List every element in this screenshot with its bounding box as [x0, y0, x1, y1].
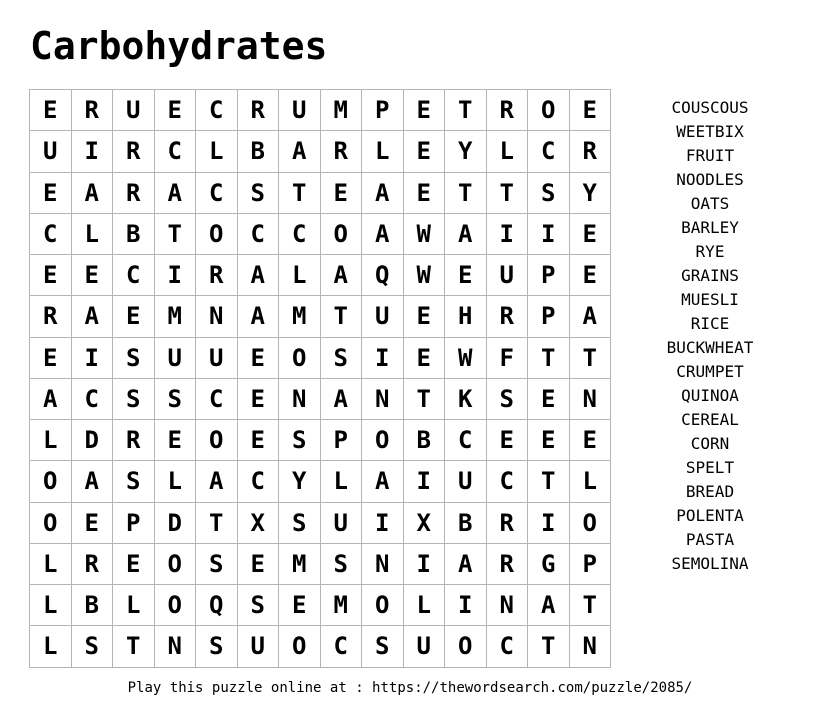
grid-cell[interactable]: O: [279, 338, 321, 379]
grid-cell[interactable]: C: [321, 626, 363, 667]
grid-cell[interactable]: U: [445, 461, 487, 502]
word-list-item: FRUIT: [685, 146, 735, 165]
grid-cell[interactable]: W: [445, 338, 487, 379]
grid-cell[interactable]: C: [487, 461, 529, 502]
grid-cell[interactable]: I: [404, 461, 446, 502]
grid-cell[interactable]: T: [445, 173, 487, 214]
word-list-item: SPELT: [685, 458, 735, 477]
grid-cell[interactable]: O: [279, 626, 321, 667]
grid-cell[interactable]: E: [113, 544, 155, 585]
grid-cell[interactable]: O: [528, 90, 570, 131]
grid-cell[interactable]: S: [196, 626, 238, 667]
word-list-item: QUINOA: [681, 386, 739, 405]
word-list-item: MUESLI: [681, 290, 739, 309]
grid-cell[interactable]: E: [30, 90, 72, 131]
grid-cell[interactable]: I: [72, 338, 114, 379]
grid-cell[interactable]: U: [113, 90, 155, 131]
grid-cell[interactable]: U: [487, 255, 529, 296]
grid-cell[interactable]: E: [404, 131, 446, 172]
grid-cell[interactable]: T: [570, 338, 612, 379]
grid-cell[interactable]: O: [321, 214, 363, 255]
grid-cell[interactable]: R: [113, 131, 155, 172]
grid-cell[interactable]: C: [487, 626, 529, 667]
grid-cell[interactable]: T: [445, 90, 487, 131]
grid-cell[interactable]: E: [487, 420, 529, 461]
grid-cell[interactable]: N: [155, 626, 197, 667]
grid-cell[interactable]: S: [321, 338, 363, 379]
grid-cell[interactable]: C: [155, 131, 197, 172]
grid-cell[interactable]: R: [570, 131, 612, 172]
grid-cell[interactable]: U: [196, 338, 238, 379]
grid-cell[interactable]: S: [321, 544, 363, 585]
grid-cell[interactable]: A: [362, 173, 404, 214]
grid-cell[interactable]: O: [570, 503, 612, 544]
grid-cell[interactable]: M: [279, 544, 321, 585]
grid-cell[interactable]: E: [155, 420, 197, 461]
grid-cell[interactable]: C: [196, 90, 238, 131]
grid-cell[interactable]: L: [155, 461, 197, 502]
footer-play-online: Play this puzzle online at : https://thewordsearch.com/puzzle/2085/: [127, 680, 693, 696]
grid-cell[interactable]: G: [528, 544, 570, 585]
grid-cell[interactable]: U: [362, 296, 404, 337]
grid-cell[interactable]: P: [528, 255, 570, 296]
grid-cell[interactable]: N: [362, 544, 404, 585]
grid-cell[interactable]: M: [321, 90, 363, 131]
grid-cell[interactable]: B: [113, 214, 155, 255]
grid-cell[interactable]: Q: [362, 255, 404, 296]
grid-cell[interactable]: P: [528, 296, 570, 337]
grid-cell[interactable]: A: [362, 214, 404, 255]
grid-cell[interactable]: S: [528, 173, 570, 214]
grid-cell[interactable]: T: [155, 214, 197, 255]
word-list-item: BARLEY: [681, 218, 739, 237]
grid-cell[interactable]: A: [238, 255, 280, 296]
grid-cell[interactable]: E: [30, 173, 72, 214]
grid-cell[interactable]: U: [238, 626, 280, 667]
grid-cell[interactable]: L: [570, 461, 612, 502]
grid-cell[interactable]: L: [113, 585, 155, 626]
grid-cell[interactable]: R: [196, 255, 238, 296]
grid-cell[interactable]: T: [528, 461, 570, 502]
grid-cell[interactable]: W: [404, 214, 446, 255]
grid-cell[interactable]: C: [279, 214, 321, 255]
word-list-item: RYE: [695, 242, 725, 261]
grid-cell[interactable]: O: [362, 585, 404, 626]
grid-cell[interactable]: I: [155, 255, 197, 296]
grid-cell[interactable]: T: [404, 379, 446, 420]
word-list-item: CEREAL: [681, 410, 739, 429]
grid-cell[interactable]: C: [196, 173, 238, 214]
grid-cell[interactable]: L: [30, 585, 72, 626]
grid-cell[interactable]: L: [362, 131, 404, 172]
grid-cell[interactable]: O: [155, 585, 197, 626]
grid-cell[interactable]: C: [445, 420, 487, 461]
grid-cell[interactable]: E: [238, 379, 280, 420]
grid-cell[interactable]: E: [404, 338, 446, 379]
grid-cell[interactable]: N: [570, 379, 612, 420]
grid-cell[interactable]: R: [113, 173, 155, 214]
word-list-item: WEETBIX: [676, 122, 744, 141]
grid-cell[interactable]: I: [528, 214, 570, 255]
grid-cell[interactable]: B: [72, 585, 114, 626]
grid-cell[interactable]: O: [196, 214, 238, 255]
grid-cell[interactable]: R: [238, 90, 280, 131]
grid-cell[interactable]: L: [30, 544, 72, 585]
grid-cell[interactable]: O: [30, 503, 72, 544]
word-list-item: OATS: [690, 194, 730, 213]
grid-cell[interactable]: M: [279, 296, 321, 337]
grid-cell[interactable]: A: [279, 131, 321, 172]
word-list-item: CORN: [690, 434, 730, 453]
grid-cell[interactable]: A: [362, 461, 404, 502]
grid-cell[interactable]: T: [570, 585, 612, 626]
grid-cell[interactable]: S: [196, 544, 238, 585]
grid-cell[interactable]: E: [404, 296, 446, 337]
grid-cell[interactable]: W: [404, 255, 446, 296]
grid-cell[interactable]: E: [30, 338, 72, 379]
word-list-item: SEMOLINA: [671, 554, 749, 573]
grid-cell[interactable]: L: [279, 255, 321, 296]
word-list-item: NOODLES: [676, 170, 744, 189]
grid-cell[interactable]: R: [30, 296, 72, 337]
grid-cell[interactable]: A: [238, 296, 280, 337]
grid-cell[interactable]: A: [72, 461, 114, 502]
grid-cell[interactable]: S: [487, 379, 529, 420]
grid-cell[interactable]: P: [570, 544, 612, 585]
grid-cell[interactable]: S: [362, 626, 404, 667]
grid-cell[interactable]: B: [238, 131, 280, 172]
grid-cell[interactable]: N: [362, 379, 404, 420]
grid-cell[interactable]: S: [279, 503, 321, 544]
grid-cell[interactable]: S: [113, 338, 155, 379]
grid-cell[interactable]: O: [155, 544, 197, 585]
grid-cell[interactable]: E: [72, 255, 114, 296]
word-list-item: COUSCOUS: [671, 98, 749, 117]
grid-cell[interactable]: A: [155, 173, 197, 214]
grid-cell[interactable]: N: [196, 296, 238, 337]
grid-cell[interactable]: P: [321, 420, 363, 461]
grid-cell[interactable]: A: [72, 296, 114, 337]
grid-cell[interactable]: I: [445, 585, 487, 626]
grid-cell[interactable]: C: [528, 131, 570, 172]
grid-cell[interactable]: H: [445, 296, 487, 337]
grid-cell[interactable]: R: [487, 503, 529, 544]
grid-cell[interactable]: A: [72, 173, 114, 214]
grid-cell[interactable]: U: [404, 626, 446, 667]
grid-cell[interactable]: T: [113, 626, 155, 667]
grid-cell[interactable]: U: [279, 90, 321, 131]
grid-cell[interactable]: E: [570, 255, 612, 296]
grid-cell[interactable]: R: [487, 544, 529, 585]
grid-cell[interactable]: Q: [196, 585, 238, 626]
grid-cell[interactable]: Y: [279, 461, 321, 502]
grid-cell[interactable]: S: [113, 379, 155, 420]
grid-cell[interactable]: T: [321, 296, 363, 337]
grid-cell[interactable]: I: [404, 544, 446, 585]
grid-cell[interactable]: U: [30, 131, 72, 172]
grid-cell[interactable]: B: [404, 420, 446, 461]
grid-cell[interactable]: E: [279, 585, 321, 626]
grid-cell[interactable]: E: [30, 255, 72, 296]
letter-grid[interactable]: [29, 89, 611, 668]
grid-cell[interactable]: N: [487, 585, 529, 626]
grid-cell[interactable]: C: [113, 255, 155, 296]
grid-cell[interactable]: P: [362, 90, 404, 131]
grid-cell[interactable]: E: [570, 90, 612, 131]
grid-cell[interactable]: R: [321, 131, 363, 172]
grid-cell[interactable]: E: [528, 379, 570, 420]
grid-cell[interactable]: S: [238, 585, 280, 626]
grid-cell[interactable]: I: [487, 214, 529, 255]
grid-cell[interactable]: S: [155, 379, 197, 420]
grid-cell[interactable]: E: [445, 255, 487, 296]
grid-cell[interactable]: T: [196, 503, 238, 544]
grid-cell[interactable]: C: [30, 214, 72, 255]
grid-cell[interactable]: C: [196, 379, 238, 420]
grid-cell[interactable]: E: [404, 173, 446, 214]
grid-cell[interactable]: R: [72, 90, 114, 131]
grid-cell[interactable]: N: [570, 626, 612, 667]
grid-cell[interactable]: S: [72, 626, 114, 667]
grid-cell[interactable]: S: [238, 173, 280, 214]
grid-cell[interactable]: E: [528, 420, 570, 461]
grid-cell[interactable]: A: [570, 296, 612, 337]
grid-cell[interactable]: E: [155, 90, 197, 131]
grid-cell[interactable]: O: [30, 461, 72, 502]
grid-cell[interactable]: L: [404, 585, 446, 626]
grid-cell[interactable]: R: [72, 544, 114, 585]
grid-cell[interactable]: A: [445, 544, 487, 585]
grid-cell[interactable]: X: [404, 503, 446, 544]
grid-cell[interactable]: R: [487, 296, 529, 337]
grid-cell[interactable]: C: [72, 379, 114, 420]
word-list-item: BREAD: [685, 482, 735, 501]
word-list: [640, 96, 780, 576]
grid-cell[interactable]: O: [445, 626, 487, 667]
grid-cell[interactable]: E: [113, 296, 155, 337]
grid-cell[interactable]: A: [321, 379, 363, 420]
grid-cell[interactable]: P: [113, 503, 155, 544]
word-list-item: POLENTA: [676, 506, 744, 525]
grid-cell[interactable]: B: [445, 503, 487, 544]
puzzle-title: Carbohydrates: [30, 24, 328, 68]
grid-cell[interactable]: A: [321, 255, 363, 296]
grid-cell[interactable]: A: [30, 379, 72, 420]
grid-cell[interactable]: L: [321, 461, 363, 502]
grid-cell[interactable]: E: [404, 90, 446, 131]
grid-cell[interactable]: E: [570, 420, 612, 461]
grid-cell[interactable]: F: [487, 338, 529, 379]
grid-cell[interactable]: U: [155, 338, 197, 379]
grid-cell[interactable]: S: [279, 420, 321, 461]
grid-cell[interactable]: K: [445, 379, 487, 420]
grid-cell[interactable]: S: [113, 461, 155, 502]
grid-cell[interactable]: T: [487, 173, 529, 214]
grid-cell[interactable]: I: [362, 503, 404, 544]
grid-cell[interactable]: T: [528, 626, 570, 667]
grid-cell[interactable]: E: [238, 544, 280, 585]
grid-cell[interactable]: E: [570, 214, 612, 255]
grid-cell[interactable]: E: [321, 173, 363, 214]
grid-cell[interactable]: I: [362, 338, 404, 379]
grid-cell[interactable]: L: [196, 131, 238, 172]
grid-cell[interactable]: D: [155, 503, 197, 544]
grid-cell[interactable]: N: [279, 379, 321, 420]
grid-cell[interactable]: E: [238, 338, 280, 379]
grid-cell[interactable]: I: [528, 503, 570, 544]
grid-cell[interactable]: A: [528, 585, 570, 626]
grid-cell[interactable]: Y: [570, 173, 612, 214]
grid-cell[interactable]: D: [72, 420, 114, 461]
grid-cell[interactable]: Y: [445, 131, 487, 172]
grid-cell[interactable]: A: [445, 214, 487, 255]
grid-cell[interactable]: L: [30, 626, 72, 667]
grid-cell[interactable]: C: [238, 461, 280, 502]
grid-cell[interactable]: M: [155, 296, 197, 337]
grid-cell[interactable]: L: [487, 131, 529, 172]
word-list-item: BUCKWHEAT: [666, 338, 754, 357]
grid-cell[interactable]: U: [321, 503, 363, 544]
grid-cell[interactable]: X: [238, 503, 280, 544]
grid-cell[interactable]: T: [279, 173, 321, 214]
grid-cell[interactable]: L: [72, 214, 114, 255]
word-list-item: PASTA: [685, 530, 735, 549]
grid-cell[interactable]: C: [238, 214, 280, 255]
grid-cell[interactable]: R: [487, 90, 529, 131]
word-list-item: GRAINS: [681, 266, 739, 285]
word-list-item: RICE: [690, 314, 730, 333]
grid-cell[interactable]: T: [528, 338, 570, 379]
grid-cell[interactable]: O: [196, 420, 238, 461]
grid-cell[interactable]: I: [72, 131, 114, 172]
grid-cell[interactable]: E: [238, 420, 280, 461]
word-list-item: CRUMPET: [676, 362, 744, 381]
grid-cell[interactable]: A: [196, 461, 238, 502]
grid-cell[interactable]: E: [72, 503, 114, 544]
grid-cell[interactable]: M: [321, 585, 363, 626]
grid-cell[interactable]: O: [362, 420, 404, 461]
grid-cell[interactable]: L: [30, 420, 72, 461]
grid-cell[interactable]: R: [113, 420, 155, 461]
